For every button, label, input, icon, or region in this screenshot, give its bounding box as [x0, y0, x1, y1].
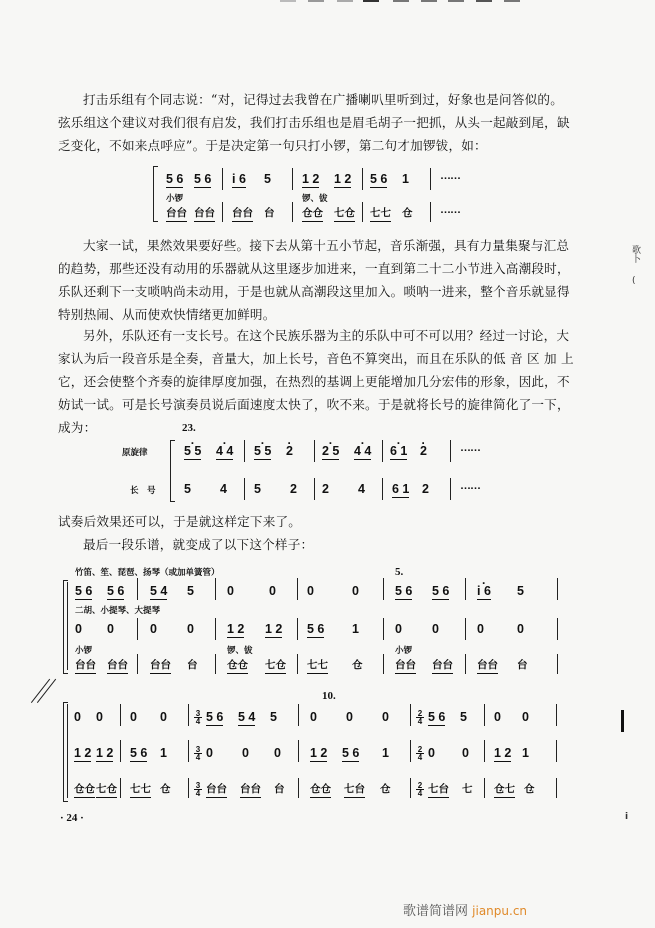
barline	[465, 578, 466, 600]
barline	[484, 778, 485, 798]
barline	[137, 654, 138, 674]
barline	[430, 168, 431, 190]
perc-group: 台台	[150, 658, 171, 674]
barline	[244, 478, 245, 500]
note: 0	[517, 622, 524, 636]
note: 0	[395, 622, 402, 636]
note: 0	[269, 584, 276, 598]
scan-artifact	[621, 710, 624, 732]
barline	[556, 778, 557, 798]
note: 0	[428, 746, 435, 760]
perc-group: 台台	[477, 658, 498, 674]
notation-example-2	[112, 418, 512, 508]
note: 0	[307, 584, 314, 598]
note: 4	[358, 482, 365, 496]
note-group: 5 6	[130, 746, 148, 760]
note: · 2	[286, 444, 293, 458]
note: 0	[274, 746, 281, 760]
perc-group: 台台	[206, 782, 227, 798]
note-group: · 6 1	[390, 444, 407, 460]
notation-example-1	[150, 158, 490, 228]
barline	[362, 202, 363, 222]
note: 0	[346, 710, 353, 724]
note-group: 5 6	[428, 710, 446, 724]
note-group: · 5 5	[254, 444, 271, 460]
note-group: 5 6	[75, 584, 93, 598]
note: 5	[187, 584, 194, 598]
note: 1	[522, 746, 529, 760]
barline	[222, 168, 223, 190]
paragraph-4	[58, 510, 578, 556]
measure-number: 10.	[322, 690, 336, 702]
perc-group: 仓仓	[310, 782, 331, 798]
barline	[297, 654, 298, 674]
perc-group: 七台	[344, 782, 365, 798]
scan-artifact	[363, 0, 379, 2]
barline	[314, 440, 315, 462]
barline	[137, 578, 138, 600]
text-line: 家认为后一段音乐是全奏，音量大，加上长号，音色不算突出，而且在乐队的低 音 区 加 上	[58, 351, 574, 366]
note-group: i 6	[232, 172, 246, 186]
note-group: 5 6	[107, 584, 125, 598]
note-group: 1 2	[227, 622, 245, 636]
perc-note: 仓	[160, 783, 171, 795]
note: 0	[310, 710, 317, 724]
barline	[137, 618, 138, 640]
instrument-label-melody: 原旋律	[122, 448, 148, 458]
note-group: 5 6	[395, 584, 413, 598]
perc-group: 台台	[432, 658, 453, 674]
barline	[222, 202, 223, 222]
text-line: 打击乐组有个同志说：“对，记得过去我曾在广播喇叭里听到过，好象也是问答似的。	[83, 92, 564, 107]
note-group: · 5 5	[184, 444, 201, 460]
ellipsis: ……	[460, 442, 480, 454]
barline	[120, 704, 121, 726]
ellipsis: ……	[440, 204, 460, 216]
barline	[188, 740, 189, 762]
note: 0	[107, 622, 114, 636]
perc-group: 七七	[130, 782, 151, 798]
perc-group: 台台	[75, 658, 96, 674]
note: 0	[227, 584, 234, 598]
instrument-label-trombone: 长 号	[130, 486, 156, 496]
note: 2	[290, 482, 297, 496]
scan-artifact	[448, 0, 464, 2]
instrument-label-luobo: 锣、钹	[227, 646, 253, 656]
perc-group: 七七	[370, 206, 391, 222]
note-group: 1 2	[265, 622, 283, 636]
note: 5	[264, 172, 271, 186]
barline	[120, 778, 121, 798]
barline	[410, 778, 411, 798]
note: 2	[322, 482, 329, 496]
perc-group: 七七	[307, 658, 328, 674]
instrument-label-xiaoluo: 小锣	[166, 194, 184, 204]
note: 0	[187, 622, 194, 636]
time-signature-2-4: 2 4	[417, 781, 423, 798]
note: 0	[477, 622, 484, 636]
perc-note: 台	[517, 659, 528, 671]
perc-group: 台台	[232, 206, 253, 222]
note: 0	[160, 710, 167, 724]
note: · 2	[420, 444, 427, 458]
perc-note: 台	[187, 659, 198, 671]
margin-glyph: i	[625, 812, 629, 822]
note: 0	[130, 710, 137, 724]
note-group: 6 1	[392, 482, 410, 496]
note-group: 5 6	[206, 710, 224, 724]
note: 0	[462, 746, 469, 760]
scan-artifact	[421, 0, 437, 2]
watermark	[403, 900, 527, 919]
scan-artifact	[280, 0, 296, 2]
text-line: 另外，乐队还有一支长号。在这个民族乐器为主的乐队中可不可以用？经过一讨论，大	[83, 328, 570, 343]
note-group: 5 6	[432, 584, 450, 598]
note: 0	[494, 710, 501, 724]
barline	[382, 478, 383, 500]
note-group: · 2 5	[322, 444, 339, 460]
barline	[188, 778, 189, 798]
perc-note: 仓	[524, 783, 535, 795]
note: 0	[382, 710, 389, 724]
barline	[215, 654, 216, 674]
paragraph-2	[58, 234, 578, 326]
time-signature-2-4: 2 4	[417, 709, 423, 726]
barline	[557, 654, 558, 674]
text-line: 成为：	[58, 420, 97, 435]
barline	[465, 618, 466, 640]
system-line	[67, 582, 68, 670]
note: 0	[242, 746, 249, 760]
note: 1	[352, 622, 359, 636]
barline	[298, 740, 299, 762]
note: 4	[220, 482, 227, 496]
perc-note: 七	[462, 783, 473, 795]
time-signature-2-4: 2 4	[417, 745, 423, 762]
instrument-label-winds: 竹笛、笙、琵琶、扬琴（或加单簧管）	[75, 568, 220, 578]
note-group: 1 2	[96, 746, 114, 760]
barline	[297, 578, 298, 600]
watermark-latin: jianpu.cn	[472, 904, 528, 918]
note: 2	[422, 482, 429, 496]
note: 1	[402, 172, 409, 186]
perc-group: 七仓	[265, 658, 286, 674]
barline	[292, 168, 293, 190]
barline	[410, 740, 411, 762]
barline	[298, 704, 299, 726]
barline	[383, 654, 384, 674]
barline	[188, 704, 189, 726]
note: 0	[206, 746, 213, 760]
perc-note: 台	[264, 207, 275, 219]
barline	[314, 478, 315, 500]
measure-number: 5.	[395, 566, 404, 578]
perc-note: 台	[274, 783, 285, 795]
barline	[215, 618, 216, 640]
margin-glyph: (	[632, 276, 636, 286]
barline	[215, 578, 216, 600]
text-line: 试奏后效果还可以，于是就这样定下来了。	[58, 514, 302, 529]
text-line: 妨试一试。可是长号演奏员说后面速度太快了，吹不来。于是就将长号的旋律简化了一下，	[58, 397, 570, 412]
text-line: 的趋势，那些还没有动用的乐器就从这里逐步加进来，一直到第二十二小节进入高潮段时，	[58, 261, 570, 276]
perc-note: 仓	[380, 783, 391, 795]
note-group: · 4 4	[216, 444, 233, 460]
note: 5	[254, 482, 261, 496]
barline	[297, 618, 298, 640]
scan-artifact	[504, 0, 520, 2]
watermark-cn: 歌谱简谱网	[403, 904, 469, 919]
perc-group: 台台	[166, 206, 187, 222]
instrument-label-luobo: 锣、钹	[302, 194, 328, 204]
notation-full-system-2	[60, 690, 580, 805]
text-line: 特别热闹、从而使欢快情绪更加鲜明。	[58, 307, 276, 322]
perc-group: 台台	[240, 782, 261, 798]
barline	[298, 778, 299, 798]
ellipsis: ……	[440, 170, 460, 182]
barline	[383, 578, 384, 600]
barline	[120, 740, 121, 762]
scan-artifact	[393, 0, 409, 2]
system-line	[67, 704, 68, 798]
note: 5	[184, 482, 191, 496]
measure-number: 23.	[182, 422, 196, 434]
barline	[556, 704, 557, 726]
margin-glyph: 歌卜	[630, 245, 640, 263]
system-bracket	[170, 440, 175, 502]
note-group: 5 6	[307, 622, 325, 636]
notation-full-system-1	[55, 560, 635, 675]
note: 1	[160, 746, 167, 760]
text-line: 弦乐组这个建议对我们很有启发，我们打击乐组也是眉毛胡子一把抓，从头一起敲到尾，缺	[58, 115, 570, 130]
barline	[557, 578, 558, 600]
perc-group: 台台	[395, 658, 416, 674]
perc-group: 七台	[428, 782, 449, 798]
note: 1	[382, 746, 389, 760]
perc-group: 台台	[107, 658, 128, 674]
barline	[484, 740, 485, 762]
barline	[430, 202, 431, 222]
ellipsis: ……	[460, 480, 480, 492]
note: 0	[96, 710, 103, 724]
text-line: 乏变化，不如来点呼应”。于是决定第一句只打小锣，第二句才加锣钹，如：	[58, 138, 487, 153]
barline	[556, 740, 557, 762]
barline	[292, 202, 293, 222]
note: 5	[517, 584, 524, 598]
note: 5	[270, 710, 277, 724]
note-group: 5 6	[194, 172, 212, 186]
system-bracket	[153, 166, 158, 222]
instrument-label-xiaoluo: 小锣	[395, 646, 413, 656]
text-line: 乐队还剩下一支唢呐尚未动用，于是也就从高潮段这里加入。唢呐一进来，整个音乐就显得	[58, 284, 570, 299]
note-group: · i 6	[477, 584, 491, 600]
note: 0	[75, 622, 82, 636]
barline	[484, 704, 485, 726]
time-signature-3-4: 3 4	[195, 781, 201, 798]
note-group: 5 4	[150, 584, 168, 598]
note-group: 1 2	[334, 172, 352, 186]
note-group: 1 2	[310, 746, 328, 760]
scan-artifact	[308, 0, 324, 2]
barline	[465, 654, 466, 674]
note: 0	[74, 710, 81, 724]
note: 0	[522, 710, 529, 724]
barline	[382, 440, 383, 462]
perc-note: 仓	[402, 207, 413, 219]
scan-artifact	[337, 0, 353, 2]
note-group: 1 2	[494, 746, 512, 760]
text-line: 最后一段乐谱，就变成了以下这个样子：	[83, 537, 314, 552]
text-line: 它，还会使整个齐奏的旋律厚度加强，在热烈的基调上更能增加几分宏伟的形象，因此，不	[58, 374, 570, 389]
note: 0	[432, 622, 439, 636]
note-group: 5 6	[370, 172, 388, 186]
perc-group: 七仓	[334, 206, 355, 222]
barline	[410, 704, 411, 726]
note-group: 5 4	[238, 710, 256, 724]
note: 0	[150, 622, 157, 636]
note: 5	[460, 710, 467, 724]
scan-artifact	[476, 0, 492, 2]
note-group: 1 2	[74, 746, 92, 760]
time-signature-3-4: 3 4	[195, 745, 201, 762]
note-group: · 4 4	[354, 444, 371, 460]
barline	[557, 618, 558, 640]
page-number: · 24 ·	[60, 812, 84, 824]
note: 0	[352, 584, 359, 598]
perc-group: 仓仓	[74, 782, 95, 798]
note-group: 5 6	[342, 746, 360, 760]
barline	[383, 618, 384, 640]
note-group: 1 2	[302, 172, 320, 186]
perc-group: 仓仓	[227, 658, 248, 674]
instrument-label-xiaoluo: 小锣	[75, 646, 93, 656]
perc-group: 仓仓	[302, 206, 323, 222]
perc-group: 台台	[194, 206, 215, 222]
paragraph-1	[58, 88, 578, 157]
barline	[450, 478, 451, 500]
instrument-label-strings: 二胡、小提琴、大提琴	[75, 606, 161, 616]
perc-group: 仓七	[494, 782, 515, 798]
note-group: 5 6	[166, 172, 184, 186]
barline	[450, 440, 451, 462]
text-line: 大家一试，果然效果要好些。接下去从第十五小节起，音乐渐强，具有力量集聚与汇总	[83, 238, 570, 253]
time-signature-3-4: 3 4	[195, 709, 201, 726]
perc-group: 七仓	[96, 782, 117, 798]
barline	[244, 440, 245, 462]
barline	[362, 168, 363, 190]
perc-note: 仓	[352, 659, 363, 671]
